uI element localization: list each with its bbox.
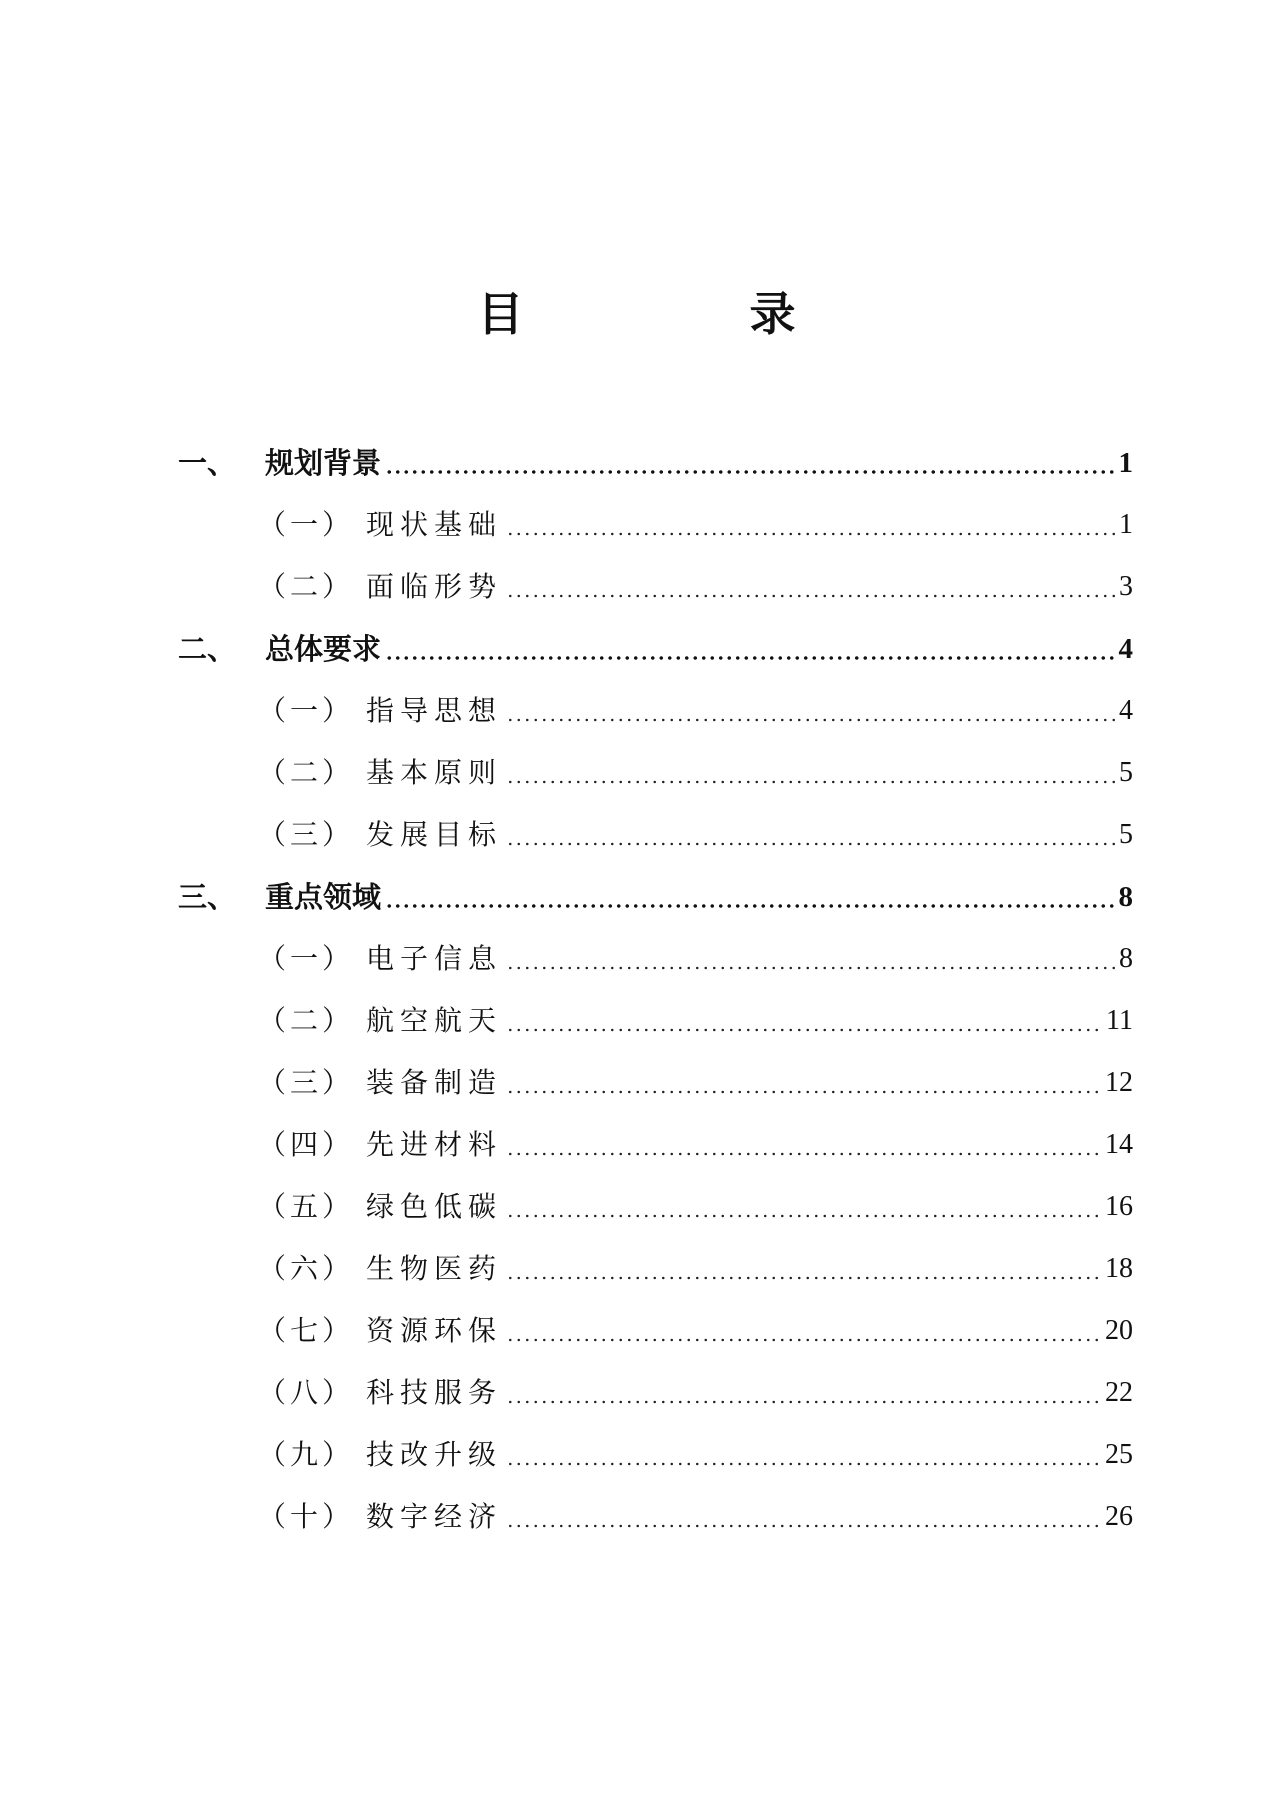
toc-entry[interactable] — [258, 753, 1133, 793]
toc-entry-number: （四） — [258, 1128, 355, 1161]
toc-entry-number: （二） — [258, 1004, 355, 1037]
dot-leader — [506, 594, 1115, 598]
toc-entry-number: （九） — [258, 1438, 355, 1471]
toc-entry[interactable] — [258, 1063, 1133, 1103]
toc-entry[interactable] — [258, 1311, 1133, 1351]
toc-entry-page: 20 — [1105, 1315, 1133, 1346]
toc-entry-label: 总体要求 — [265, 632, 382, 666]
dot-leader — [385, 469, 1114, 474]
toc-entry[interactable] — [258, 1435, 1133, 1475]
toc-entry[interactable] — [258, 567, 1133, 607]
toc-entry[interactable] — [258, 815, 1133, 855]
dot-leader — [385, 903, 1114, 908]
dot-leader — [506, 1028, 1102, 1032]
toc-entry-number: （六） — [258, 1252, 355, 1285]
toc-entry[interactable] — [258, 1373, 1133, 1413]
toc-entry-page: 1 — [1118, 447, 1133, 479]
toc-entry-page: 26 — [1105, 1501, 1133, 1532]
dot-leader — [506, 1462, 1101, 1466]
toc-entry[interactable] — [258, 939, 1133, 979]
toc-entry-page: 18 — [1105, 1253, 1133, 1284]
dot-leader — [506, 718, 1115, 722]
toc-entry-label: 技改升级 — [366, 1438, 503, 1471]
toc-entry-label: 生物医药 — [366, 1252, 503, 1285]
toc-entry-label: 现状基础 — [366, 508, 503, 541]
toc-entry-number: （二） — [258, 756, 355, 789]
toc-entry-label: 绿色低碳 — [366, 1190, 503, 1223]
dot-leader — [506, 842, 1115, 846]
toc-entry-page: 22 — [1105, 1377, 1133, 1408]
dot-leader — [506, 780, 1115, 784]
toc-entry-label: 资源环保 — [366, 1314, 503, 1347]
toc-entry-page: 16 — [1105, 1191, 1133, 1222]
toc-entry-page: 25 — [1105, 1439, 1133, 1470]
toc-entry-label: 先进材料 — [366, 1128, 503, 1161]
toc-entry-label: 规划背景 — [265, 446, 382, 480]
page-title: 目 录 — [477, 287, 886, 341]
toc-entry-page: 4 — [1119, 695, 1133, 726]
toc-entry-number: （八） — [258, 1376, 355, 1409]
dot-leader — [506, 1276, 1101, 1280]
toc-entry[interactable] — [258, 691, 1133, 731]
toc-entry-label: 数字经济 — [366, 1500, 503, 1533]
toc-entry-number: （一） — [258, 508, 355, 541]
toc-entry-number: 一、 — [178, 446, 237, 480]
toc-entry-page: 12 — [1105, 1067, 1133, 1098]
dot-leader — [506, 1090, 1101, 1094]
toc-entry-number: （五） — [258, 1190, 355, 1223]
toc-entry-number: （一） — [258, 942, 355, 975]
toc-entry-label: 指导思想 — [366, 694, 503, 727]
toc-entry-label: 重点领域 — [265, 880, 382, 914]
toc-entry[interactable] — [258, 1125, 1133, 1165]
dot-leader — [506, 1152, 1101, 1156]
toc-entry-page: 5 — [1119, 819, 1133, 850]
toc-entry-label: 电子信息 — [366, 942, 503, 975]
toc-entry-label: 装备制造 — [366, 1066, 503, 1099]
toc-entry[interactable] — [258, 1187, 1133, 1227]
toc-entry-number: （三） — [258, 1066, 355, 1099]
toc-entry-number: （十） — [258, 1500, 355, 1533]
toc-entry-page: 14 — [1105, 1129, 1133, 1160]
toc-entry-page: 8 — [1118, 881, 1133, 913]
toc-entry[interactable] — [178, 877, 1133, 917]
toc-entry-label: 面临形势 — [366, 570, 503, 603]
toc-entry-label: 航空航天 — [366, 1004, 503, 1037]
toc-entry-number: （七） — [258, 1314, 355, 1347]
toc-entry-page: 3 — [1119, 571, 1133, 602]
dot-leader — [506, 532, 1115, 536]
toc-entry-label: 基本原则 — [366, 756, 503, 789]
toc-entry-page: 11 — [1106, 1005, 1133, 1036]
toc-entry-page: 8 — [1119, 943, 1133, 974]
toc-entry-number: （二） — [258, 570, 355, 603]
toc-entry-number: （一） — [258, 694, 355, 727]
toc-entry-page: 5 — [1119, 757, 1133, 788]
toc-entry-number: 三、 — [178, 880, 237, 914]
toc-entry-number: 二、 — [178, 632, 237, 666]
toc-entry-number: （三） — [258, 818, 355, 851]
toc-entry[interactable] — [178, 629, 1133, 669]
dot-leader — [506, 1400, 1101, 1404]
dot-leader — [506, 1338, 1101, 1342]
toc-entry-label: 科技服务 — [366, 1376, 503, 1409]
toc-entry[interactable] — [178, 443, 1133, 483]
toc-entry[interactable] — [258, 1497, 1133, 1537]
dot-leader — [385, 655, 1114, 660]
dot-leader — [506, 966, 1115, 970]
dot-leader — [506, 1214, 1101, 1218]
toc-entry-page: 4 — [1118, 633, 1133, 665]
dot-leader — [506, 1524, 1101, 1528]
toc-entry[interactable] — [258, 505, 1133, 545]
toc-entry-label: 发展目标 — [366, 818, 503, 851]
toc-entry-page: 1 — [1119, 509, 1133, 540]
toc-entry[interactable] — [258, 1249, 1133, 1289]
toc-entry[interactable] — [258, 1001, 1133, 1041]
